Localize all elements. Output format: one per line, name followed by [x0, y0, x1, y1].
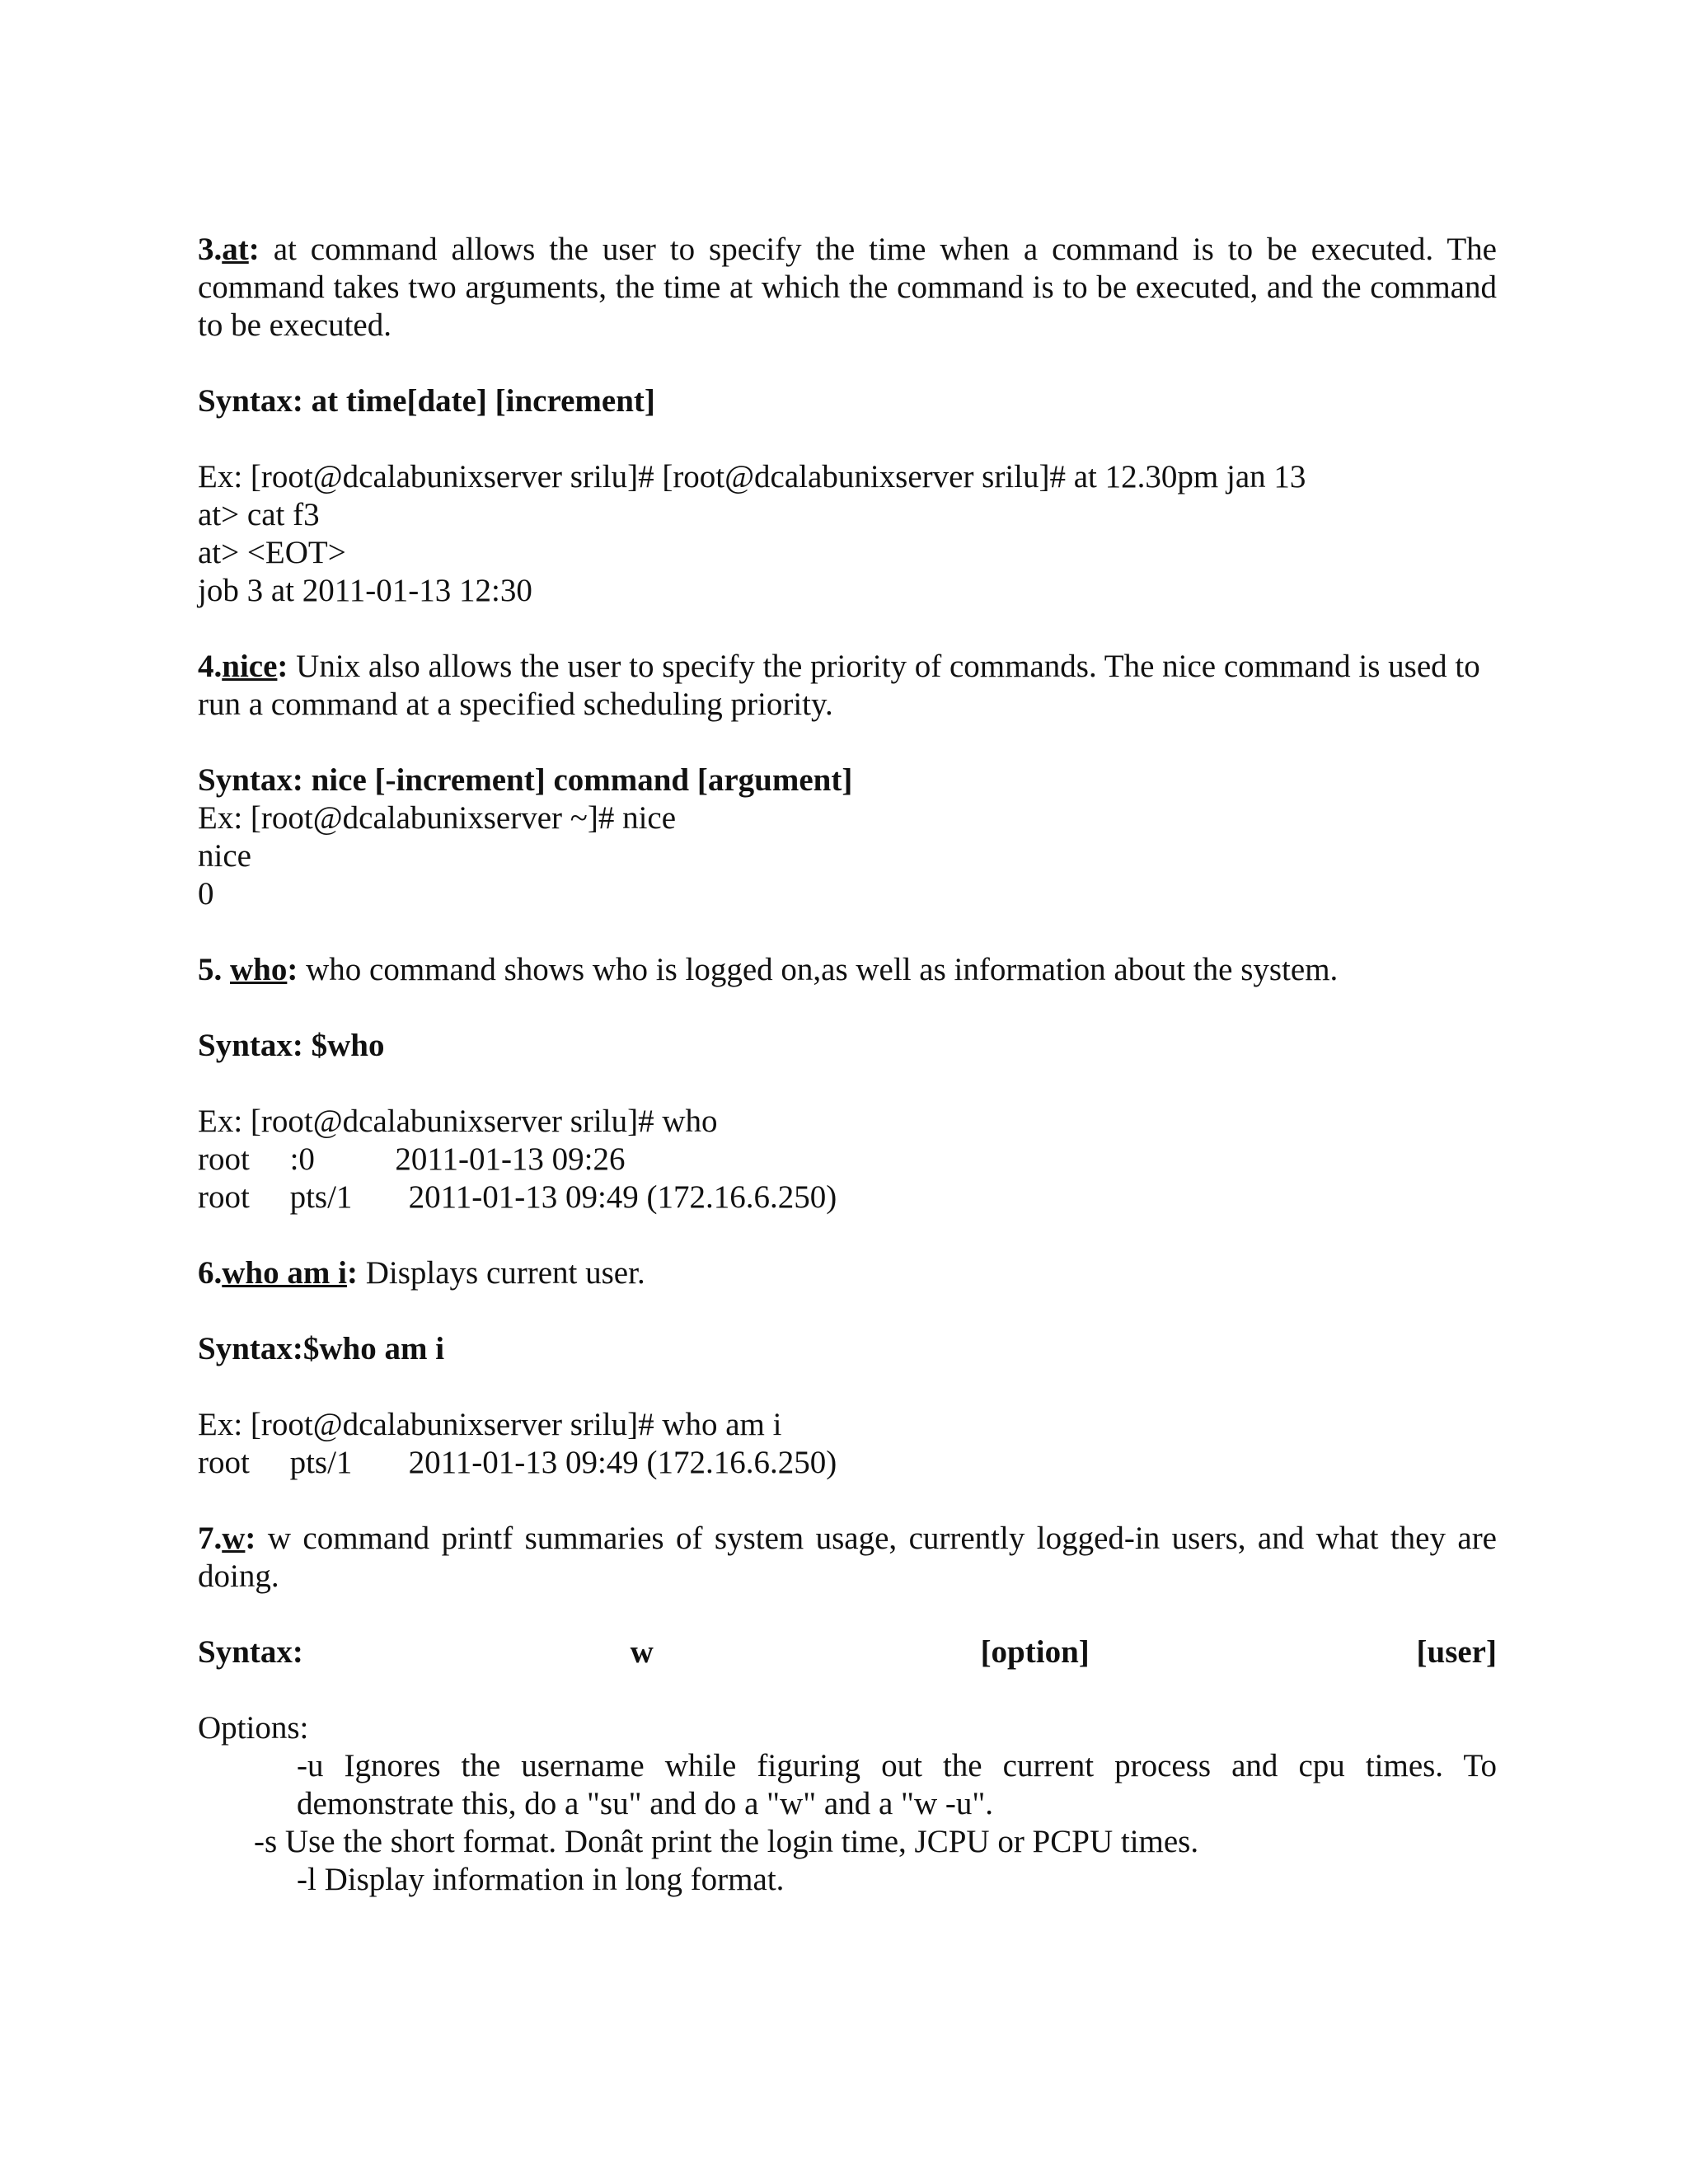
command-name: who — [230, 952, 288, 987]
whoami-example — [198, 1406, 1497, 1482]
section-number: 6. — [198, 1255, 223, 1291]
option-u: -u Ignores the username while figuring out the current process and cpu times. To demonstrate this, do a "su" and do a "w" and a "w -u". — [297, 1748, 1497, 1821]
example-line: Ex: [root@dcalabunixserver srilu]# who am i — [198, 1407, 782, 1442]
example-line: Ex: [root@dcalabunixserver ~]# nice — [198, 800, 677, 836]
nice-syntax: Syntax: nice [-increment] command [argument] — [198, 762, 853, 798]
who-syntax: Syntax: $who — [198, 1028, 385, 1063]
w-syntax: Syntax: w [option] [user] — [198, 1634, 1497, 1670]
example-line: Ex: [root@dcalabunixserver srilu]# who — [198, 1104, 718, 1139]
example-line: 0 — [198, 876, 214, 912]
nice-example — [198, 799, 1497, 913]
at-description: 3.at: at command allows the user to specify the time when a command is to be executed. The command takes two arguments, the time at which the command is to be executed, and the command to be executed. — [198, 232, 1497, 343]
who-description: 5. who: who command shows who is logged on,as well as information about the system. — [198, 952, 1339, 987]
document-body — [198, 231, 1497, 1899]
example-line: root pts/1 2011-01-13 09:49 (172.16.6.250) — [198, 1179, 837, 1215]
w-description: 7.w: w command printf summaries of system usage, currently logged-in users, and what they are doing. — [198, 1521, 1497, 1594]
example-line: nice — [198, 838, 251, 874]
command-name: who am i — [222, 1255, 347, 1291]
w-options-label: Options: — [198, 1710, 309, 1746]
section-number: 5. — [198, 952, 230, 987]
command-name: w — [222, 1521, 246, 1556]
example-line: root pts/1 2011-01-13 09:49 (172.16.6.250) — [198, 1445, 837, 1480]
option-l: -l Display information in long format. — [297, 1862, 785, 1897]
section-number: 7. — [198, 1521, 223, 1556]
who-example — [198, 1103, 1497, 1216]
example-line: at> <EOT> — [198, 535, 346, 570]
at-example — [198, 458, 1497, 610]
section-number: 4. — [198, 649, 223, 684]
example-line: Ex: [root@dcalabunixserver srilu]# [root@dcalabunixserver srilu]# at 12.30pm jan 13 — [198, 459, 1306, 494]
command-name: nice — [222, 649, 278, 684]
command-name: at — [222, 232, 249, 267]
example-line: job 3 at 2011-01-13 12:30 — [198, 573, 532, 608]
option-s: -s Use the short format. Donât print the login time, JCPU or PCPU times. — [254, 1824, 1199, 1859]
nice-description: 4.nice: Unix also allows the user to specify the priority of commands. The nice command is used to run a command at a specified scheduling priority. — [198, 649, 1480, 722]
at-syntax: Syntax: at time[date] [increment] — [198, 383, 655, 419]
whoami-syntax: Syntax:$who am i — [198, 1331, 445, 1366]
section-number: 3. — [198, 232, 223, 267]
whoami-description: 6.who am i: Displays current user. — [198, 1255, 645, 1291]
example-line: at> cat f3 — [198, 497, 320, 532]
example-line: root :0 2011-01-13 09:26 — [198, 1141, 626, 1177]
